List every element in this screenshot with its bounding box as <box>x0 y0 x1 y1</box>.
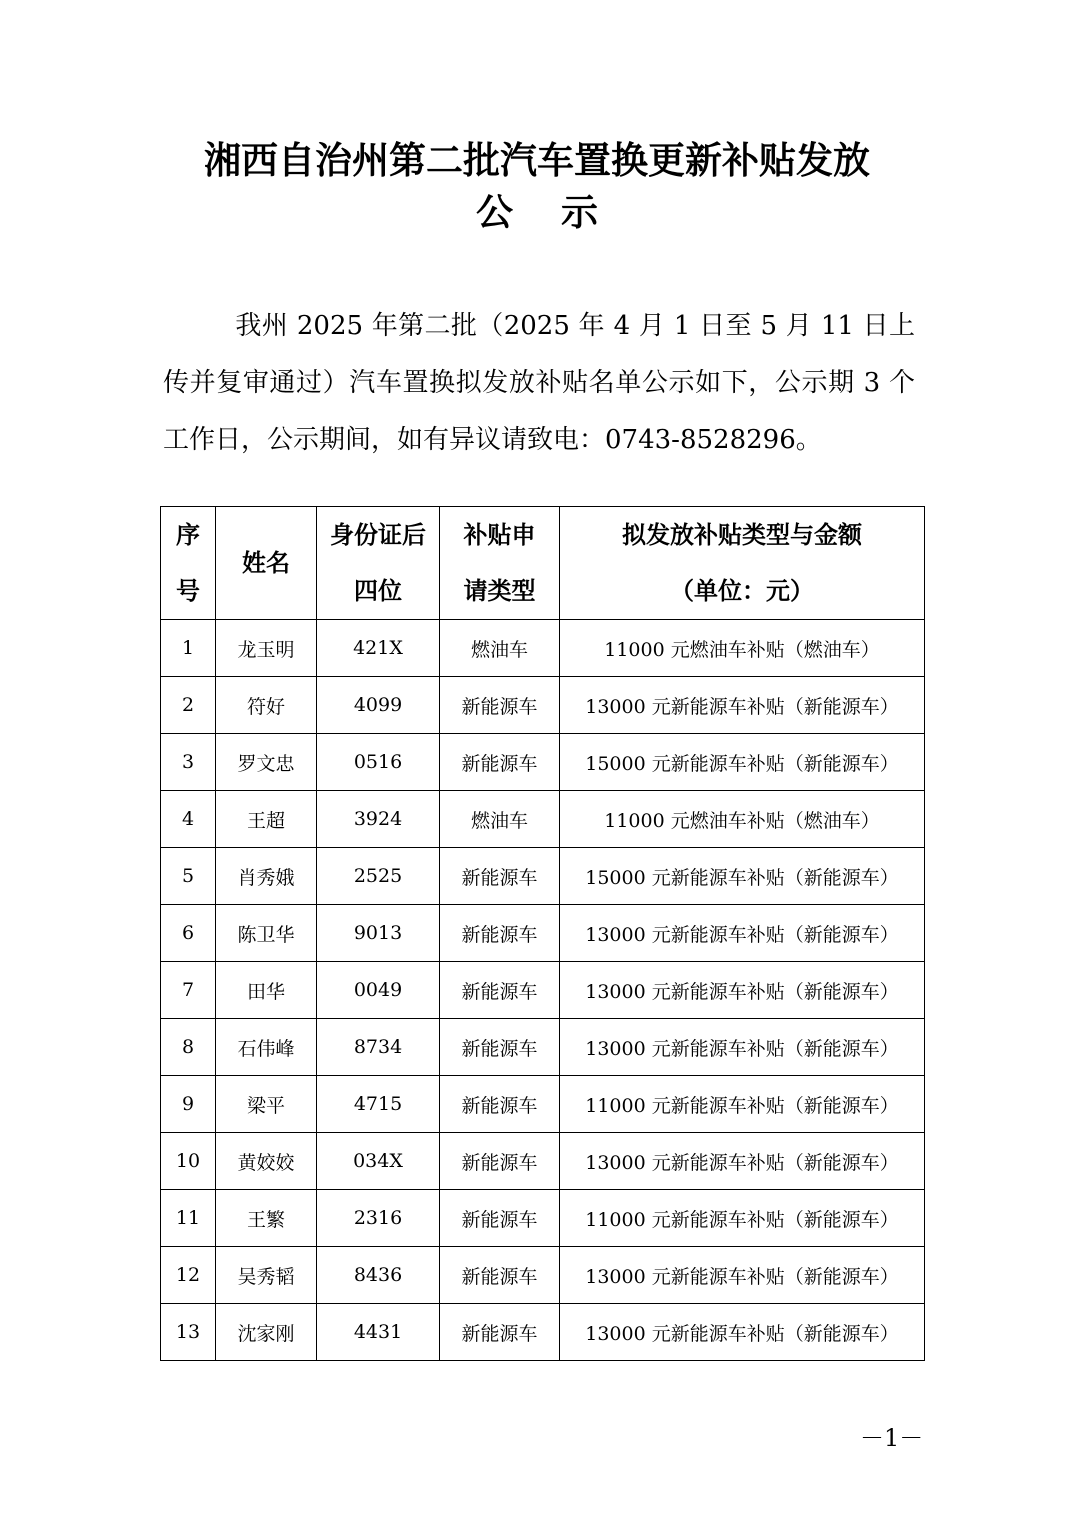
cell-index: 7 <box>161 962 216 1019</box>
table-row <box>161 848 925 905</box>
cell-index: 12 <box>161 1247 216 1304</box>
cell-subsidy: 15000 元新能源车补贴（新能源车） <box>560 734 925 791</box>
header-id-last4: 身份证后 四位 <box>317 507 440 620</box>
cell-name: 田华 <box>216 962 317 1019</box>
cell-subsidy: 13000 元新能源车补贴（新能源车） <box>560 677 925 734</box>
table-row <box>161 1304 925 1361</box>
cell-id-last4: 0516 <box>317 734 440 791</box>
cell-id-last4: 3924 <box>317 791 440 848</box>
cell-index: 8 <box>161 1019 216 1076</box>
cell-name: 王超 <box>216 791 317 848</box>
table-row <box>161 905 925 962</box>
page-number: －1－ <box>860 1424 924 1452</box>
table-row <box>161 791 925 848</box>
header-index: 序 号 <box>161 507 216 620</box>
cell-apply-type: 新能源车 <box>440 1076 560 1133</box>
cell-apply-type: 新能源车 <box>440 1019 560 1076</box>
cell-index: 5 <box>161 848 216 905</box>
cell-index: 9 <box>161 1076 216 1133</box>
cell-id-last4: 8436 <box>317 1247 440 1304</box>
cell-name: 符好 <box>216 677 317 734</box>
cell-subsidy: 11000 元新能源车补贴（新能源车） <box>560 1190 925 1247</box>
cell-name: 沈家刚 <box>216 1304 317 1361</box>
table-row <box>161 620 925 677</box>
cell-index: 3 <box>161 734 216 791</box>
cell-index: 1 <box>161 620 216 677</box>
cell-subsidy: 13000 元新能源车补贴（新能源车） <box>560 905 925 962</box>
cell-apply-type: 新能源车 <box>440 848 560 905</box>
table-row <box>161 1247 925 1304</box>
cell-name: 梁平 <box>216 1076 317 1133</box>
cell-id-last4: 034X <box>317 1133 440 1190</box>
table-row <box>161 1190 925 1247</box>
intro-text: 我州 2025 年第二批（2025 年 4 月 1 日至 5 月 11 日上传并复审通过）汽车置换拟发放补贴名单公示如下，公示期 3 个工作日，公示期间，如有异议请致电：0743-8528296。 <box>163 311 915 455</box>
cell-id-last4: 0049 <box>317 962 440 1019</box>
header-apply-type: 补贴申 请类型 <box>440 507 560 620</box>
page-title: 湘西自治州第二批汽车置换更新补贴发放 <box>204 138 870 182</box>
cell-index: 2 <box>161 677 216 734</box>
page-subtitle: 公示 <box>476 190 646 234</box>
cell-id-last4: 4431 <box>317 1304 440 1361</box>
cell-id-last4: 4715 <box>317 1076 440 1133</box>
cell-apply-type: 新能源车 <box>440 1247 560 1304</box>
cell-subsidy: 11000 元燃油车补贴（燃油车） <box>560 620 925 677</box>
cell-subsidy: 13000 元新能源车补贴（新能源车） <box>560 1304 925 1361</box>
cell-subsidy: 13000 元新能源车补贴（新能源车） <box>560 1247 925 1304</box>
cell-name: 罗文忠 <box>216 734 317 791</box>
table-row <box>161 677 925 734</box>
cell-subsidy: 15000 元新能源车补贴（新能源车） <box>560 848 925 905</box>
cell-subsidy: 13000 元新能源车补贴（新能源车） <box>560 1133 925 1190</box>
cell-apply-type: 新能源车 <box>440 905 560 962</box>
table-row <box>161 734 925 791</box>
table-row <box>161 1133 925 1190</box>
cell-id-last4: 2316 <box>317 1190 440 1247</box>
cell-name: 王繁 <box>216 1190 317 1247</box>
table-row <box>161 1076 925 1133</box>
cell-index: 13 <box>161 1304 216 1361</box>
subsidy-table <box>160 506 925 1361</box>
table-row <box>161 1019 925 1076</box>
cell-index: 4 <box>161 791 216 848</box>
header-subsidy-amount: 拟发放补贴类型与金额 （单位：元） <box>560 507 925 620</box>
cell-apply-type: 新能源车 <box>440 1133 560 1190</box>
cell-apply-type: 燃油车 <box>440 791 560 848</box>
cell-apply-type: 新能源车 <box>440 1304 560 1361</box>
cell-name: 石伟峰 <box>216 1019 317 1076</box>
cell-subsidy: 11000 元燃油车补贴（燃油车） <box>560 791 925 848</box>
cell-subsidy: 11000 元新能源车补贴（新能源车） <box>560 1076 925 1133</box>
cell-name: 黄姣姣 <box>216 1133 317 1190</box>
cell-id-last4: 9013 <box>317 905 440 962</box>
cell-id-last4: 2525 <box>317 848 440 905</box>
header-name: 姓名 <box>216 507 317 620</box>
intro-paragraph <box>163 298 915 469</box>
cell-name: 龙玉明 <box>216 620 317 677</box>
cell-id-last4: 8734 <box>317 1019 440 1076</box>
cell-apply-type: 新能源车 <box>440 1190 560 1247</box>
cell-apply-type: 新能源车 <box>440 677 560 734</box>
cell-index: 10 <box>161 1133 216 1190</box>
cell-subsidy: 13000 元新能源车补贴（新能源车） <box>560 1019 925 1076</box>
table-header-row <box>161 507 925 620</box>
cell-subsidy: 13000 元新能源车补贴（新能源车） <box>560 962 925 1019</box>
cell-name: 陈卫华 <box>216 905 317 962</box>
cell-index: 11 <box>161 1190 216 1247</box>
table-row <box>161 962 925 1019</box>
cell-index: 6 <box>161 905 216 962</box>
cell-apply-type: 新能源车 <box>440 734 560 791</box>
cell-id-last4: 4099 <box>317 677 440 734</box>
cell-apply-type: 燃油车 <box>440 620 560 677</box>
cell-id-last4: 421X <box>317 620 440 677</box>
cell-name: 肖秀娥 <box>216 848 317 905</box>
cell-name: 吴秀韬 <box>216 1247 317 1304</box>
cell-apply-type: 新能源车 <box>440 962 560 1019</box>
